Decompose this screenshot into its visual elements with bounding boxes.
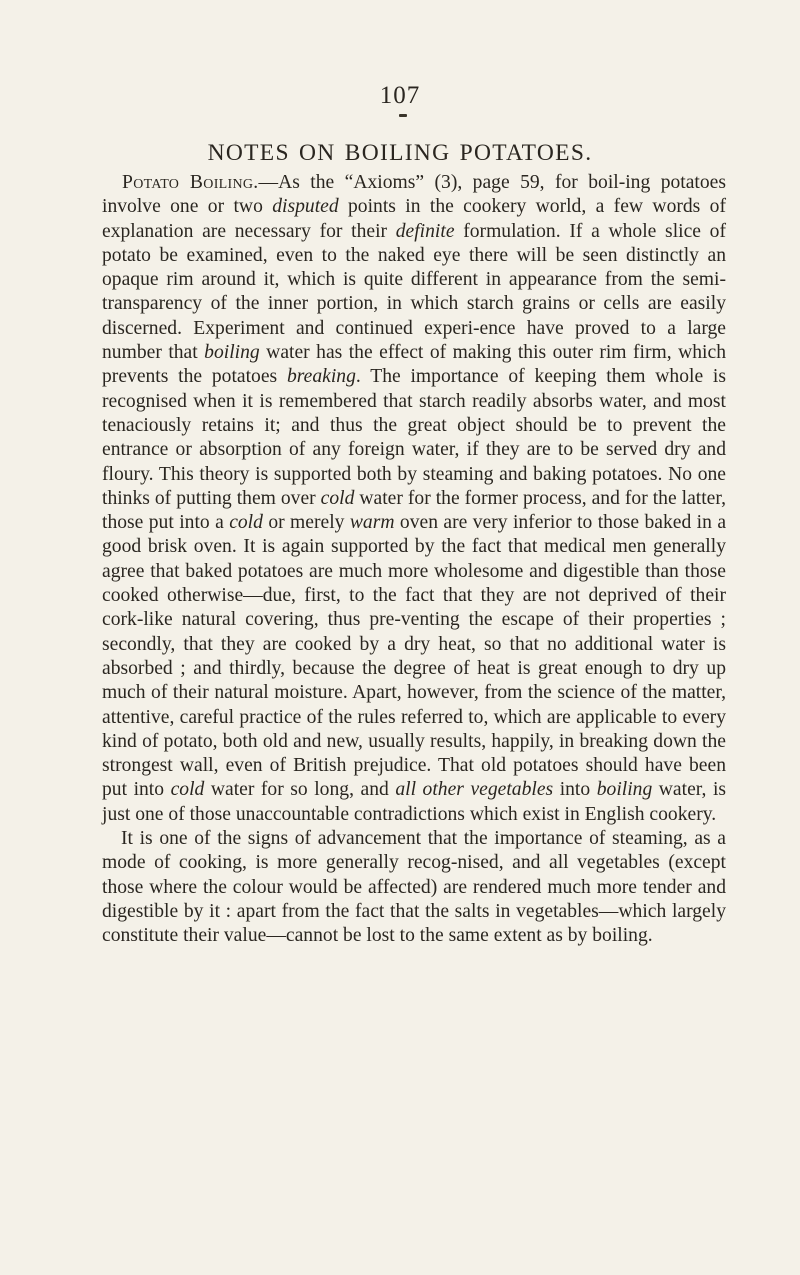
text-run: water, is just one of those unaccountable contradictions which exist in English cookery.: [102, 779, 727, 825]
emphasis: cold: [229, 512, 263, 534]
emphasis: cold: [320, 487, 355, 509]
emphasis: cold: [170, 779, 205, 801]
text-run: or merely: [262, 512, 350, 534]
page-number: 107: [379, 82, 421, 109]
paragraph-lead: Potato Boiling.: [122, 172, 259, 193]
text-run: —As the “Axioms” (3), page 59, for boil-ing potatoes involve one or two: [102, 172, 726, 218]
text-run: . The importance of keeping them whole is recognised when it is remembered that starch readily absorbs water, and most tenaciously retains it; and thus the great object should be to prevent the entrance or absorption of any foreign water, if they are to be served dry and floury. This theory is supported both by steaming and baking potatoes. No one thinks of putting them over: [102, 366, 726, 509]
emphasis: disputed: [272, 196, 339, 218]
emphasis: boiling: [596, 779, 653, 801]
text-run: water has the effect of making this outer rim firm, which prevents the potatoes: [102, 342, 726, 388]
text-run: water for the former process, and for the latter, those put into a: [102, 487, 726, 534]
text-run: water for so long, and: [204, 779, 396, 801]
text-run: into: [553, 779, 597, 801]
emphasis: all other vegetables: [395, 779, 554, 801]
article-body: [102, 171, 726, 949]
emphasis: breaking: [286, 366, 356, 388]
emphasis: boiling: [204, 342, 260, 364]
emphasis: warm: [349, 512, 395, 534]
section-title: NOTES ON BOILING POTATOES.: [207, 140, 593, 166]
text-run: points in the cookery world, a few words of explanation are necessary for their: [102, 196, 726, 242]
printer-mark: [399, 114, 407, 117]
paragraph-potato-boiling: [102, 171, 726, 827]
text-run: oven are very inferior to those baked in a good brisk oven. It is again supported by the fact that medical men generally agree that baked potatoes are much more wholesome and digestible than those cooked otherwise—due, first, to the fact that they are not deprived of their cork-like natural covering, thus pre-venting the escape of their properties ; secondly, that they are cooked by a dry heat, so that no additional water is absorbed ; and thirdly, because the degree of heat is great enough to dry up much of their natural moisture. Apart, however, from the science of the matter, attentive, careful practice of the rules referred to, which are applicable to every kind of potato, both old and new, usually results, happily, in breaking down the strongest wall, even of British prejudice. That old potatoes should have been put into: [102, 512, 727, 801]
emphasis: definite: [395, 220, 455, 242]
text-run: formulation. If a whole slice of potato be examined, even to the naked eye there will be seen distinctly an opaque rim around it, which is quite different in appearance from the semi-transparency of the inner portion, in which starch grains or cells are easily discerned. Experiment and continued experi-ence have proved to a large number that: [102, 220, 726, 364]
paragraph-steaming: It is one of the signs of advancement that the importance of steaming, as a mode of cooking, is more generally recog-nised, and all vegetables (except those where the colour would be affected) are rendered much more tender and digestible by it : apart from the fact that the salts in vegetables—which largely constitute their value—cannot be lost to the same extent as by boiling.: [102, 828, 726, 947]
